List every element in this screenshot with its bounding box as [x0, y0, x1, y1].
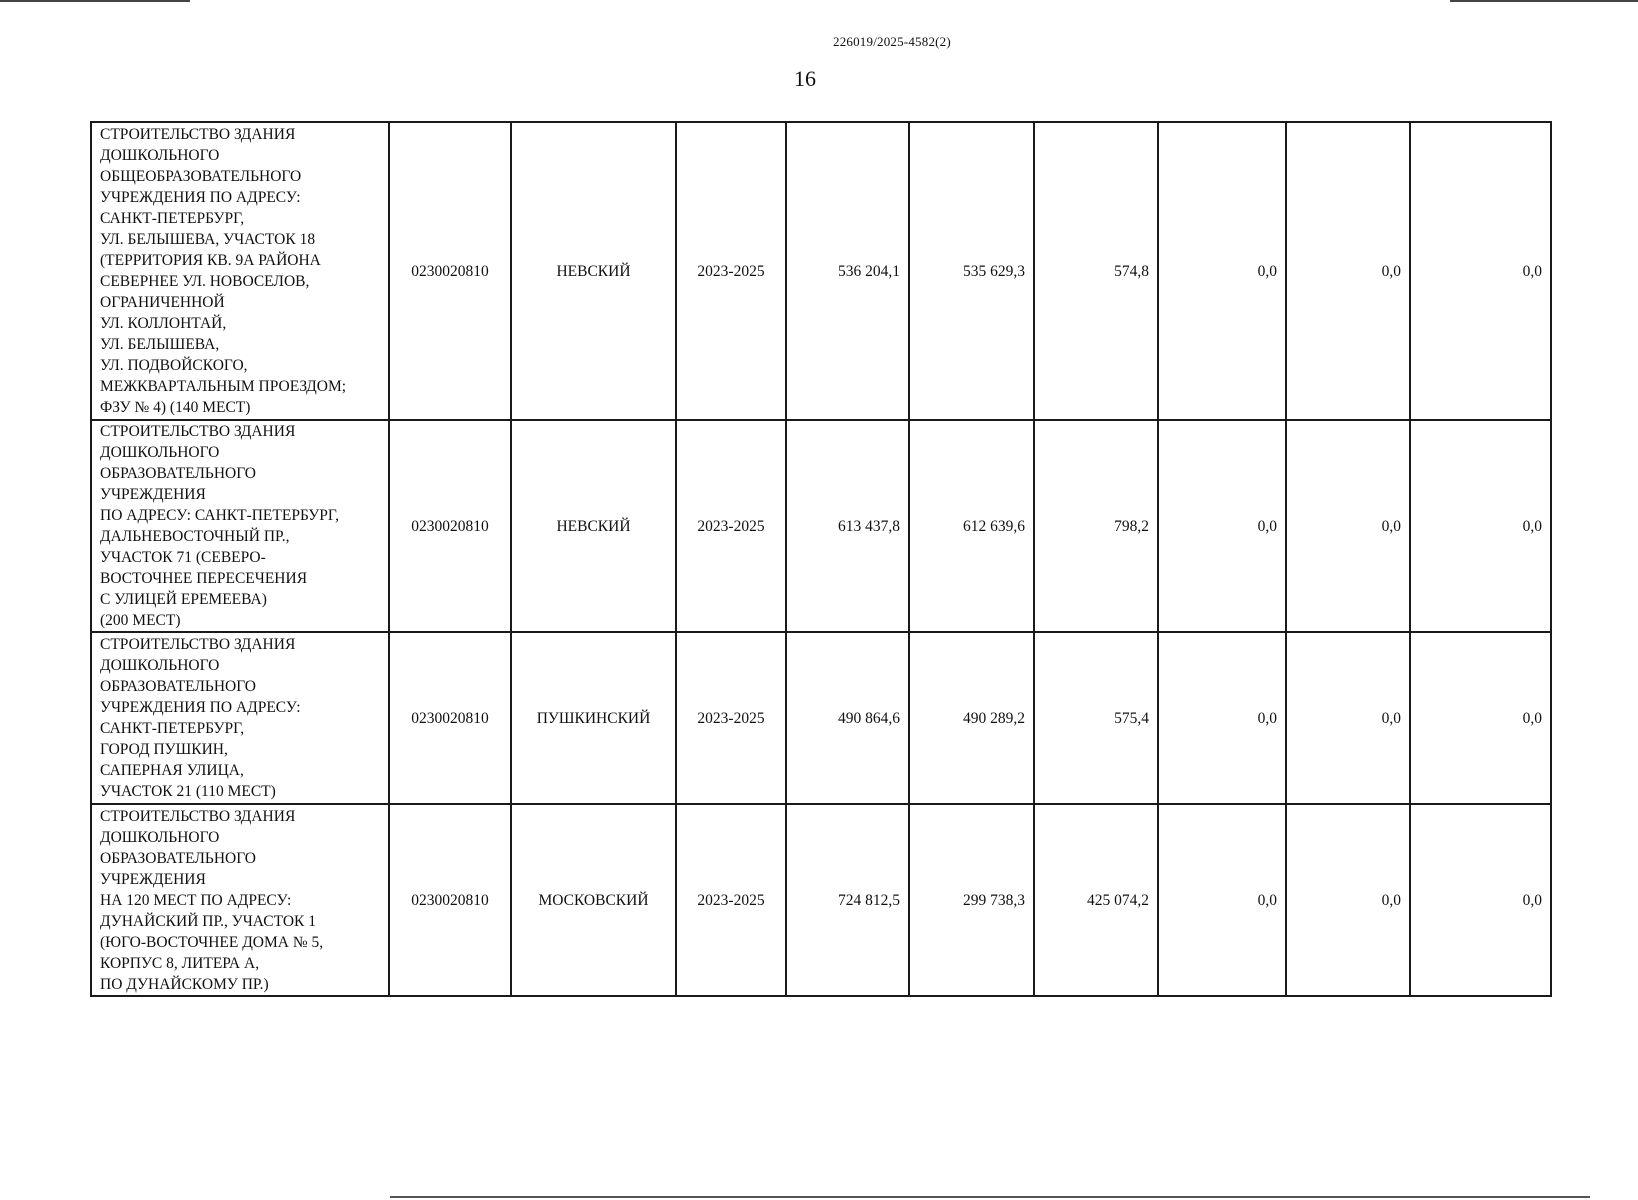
object-name: СТРОИТЕЛЬСТВО ЗДАНИЯ ДОШКОЛЬНОГО ОБРАЗОВАТЕЛЬНОГО УЧРЕЖДЕНИЯ НА 120 МЕСТ ПО АДРЕСУ: ДУНАЙСКИЙ ПР., УЧАСТОК 1 (ЮГО-ВОСТОЧНЕЕ ДОМА № 5, КОРПУС 8, ЛИТЕРА А, ПО ДУНАЙСКОМУ ПР.)	[100, 807, 324, 993]
total-cost-cell: 613 437,8	[786, 420, 909, 632]
district-cell: МОСКОВСКИЙ	[511, 804, 676, 996]
amount-cell-5: 0,0	[1410, 632, 1551, 804]
amount-cell-1: 612 639,6	[909, 420, 1034, 632]
amount-cell-2: 798,2	[1034, 420, 1158, 632]
period-cell: 2023-2025	[676, 632, 786, 804]
period-cell: 2023-2025	[676, 420, 786, 632]
object-name-cell	[91, 420, 389, 632]
amount-cell-3: 0,0	[1158, 632, 1286, 804]
district-cell: НЕВСКИЙ	[511, 420, 676, 632]
amount-cell-4: 0,0	[1286, 632, 1410, 804]
page-number: 16	[794, 66, 816, 91]
district-cell: НЕВСКИЙ	[511, 122, 676, 420]
table-row	[91, 632, 1551, 804]
document-number: 226019/2025-4582(2)	[833, 34, 951, 49]
period-cell: 2023-2025	[676, 804, 786, 996]
object-name-cell	[91, 804, 389, 996]
scan-edge-top-right	[1450, 0, 1638, 2]
amount-cell-3: 0,0	[1158, 804, 1286, 996]
target-code-cell: 0230020810	[389, 122, 511, 420]
object-name: СТРОИТЕЛЬСТВО ЗДАНИЯ ДОШКОЛЬНОГО ОБЩЕОБРАЗОВАТЕЛЬНОГО УЧРЕЖДЕНИЯ ПО АДРЕСУ: САНКТ-ПЕТЕРБУРГ, УЛ. БЕЛЫШЕВА, УЧАСТОК 18 (ТЕРРИТОРИЯ КВ. 9А РАЙОНА СЕВЕРНЕЕ УЛ. НОВОСЕЛОВ, ОГРАНИЧЕННОЙ УЛ. КОЛЛОНТАЙ, УЛ. БЕЛЫШЕВА, УЛ. ПОДВОЙСКОГО, МЕЖКВАРТАЛЬНЫМ ПРОЕЗДОМ; ФЗУ № 4) (140 МЕСТ)	[100, 126, 347, 416]
object-name-cell	[91, 632, 389, 804]
object-name: СТРОИТЕЛЬСТВО ЗДАНИЯ ДОШКОЛЬНОГО ОБРАЗОВАТЕЛЬНОГО УЧРЕЖДЕНИЯ ПО АДРЕСУ: САНКТ-ПЕТЕРБУРГ, ДАЛЬНЕВОСТОЧНЫЙ ПР., УЧАСТОК 71 (СЕВЕРО- ВОСТОЧНЕЕ ПЕРЕСЕЧЕНИЯ С УЛИЦЕЙ ЕРЕМЕЕВА) (200 МЕСТ)	[100, 423, 339, 629]
amount-cell-3: 0,0	[1158, 122, 1286, 420]
table-row	[91, 420, 1551, 632]
amount-cell-5: 0,0	[1410, 122, 1551, 420]
budget-table	[90, 121, 1552, 997]
amount-cell-5: 0,0	[1410, 804, 1551, 996]
object-name-cell	[91, 122, 389, 420]
target-code-cell: 0230020810	[389, 632, 511, 804]
target-code-cell: 0230020810	[389, 804, 511, 996]
amount-cell-5: 0,0	[1410, 420, 1551, 632]
amount-cell-2: 574,8	[1034, 122, 1158, 420]
object-name: СТРОИТЕЛЬСТВО ЗДАНИЯ ДОШКОЛЬНОГО ОБРАЗОВАТЕЛЬНОГО УЧРЕЖДЕНИЯ ПО АДРЕСУ: САНКТ-ПЕТЕРБУРГ, ГОРОД ПУШКИН, САПЕРНАЯ УЛИЦА, УЧАСТОК 21 (110 МЕСТ)	[100, 636, 301, 800]
scan-edge-top-left	[0, 0, 190, 2]
amount-cell-4: 0,0	[1286, 122, 1410, 420]
target-code-cell: 0230020810	[389, 420, 511, 632]
total-cost-cell: 490 864,6	[786, 632, 909, 804]
amount-cell-4: 0,0	[1286, 420, 1410, 632]
total-cost-cell: 724 812,5	[786, 804, 909, 996]
amount-cell-4: 0,0	[1286, 804, 1410, 996]
amount-cell-1: 535 629,3	[909, 122, 1034, 420]
district-cell: ПУШКИНСКИЙ	[511, 632, 676, 804]
table-row	[91, 122, 1551, 420]
total-cost-cell: 536 204,1	[786, 122, 909, 420]
amount-cell-2: 575,4	[1034, 632, 1158, 804]
amount-cell-3: 0,0	[1158, 420, 1286, 632]
amount-cell-1: 299 738,3	[909, 804, 1034, 996]
period-cell: 2023-2025	[676, 122, 786, 420]
table-row	[91, 804, 1551, 996]
amount-cell-2: 425 074,2	[1034, 804, 1158, 996]
scan-edge-bottom	[390, 1196, 1590, 1198]
amount-cell-1: 490 289,2	[909, 632, 1034, 804]
